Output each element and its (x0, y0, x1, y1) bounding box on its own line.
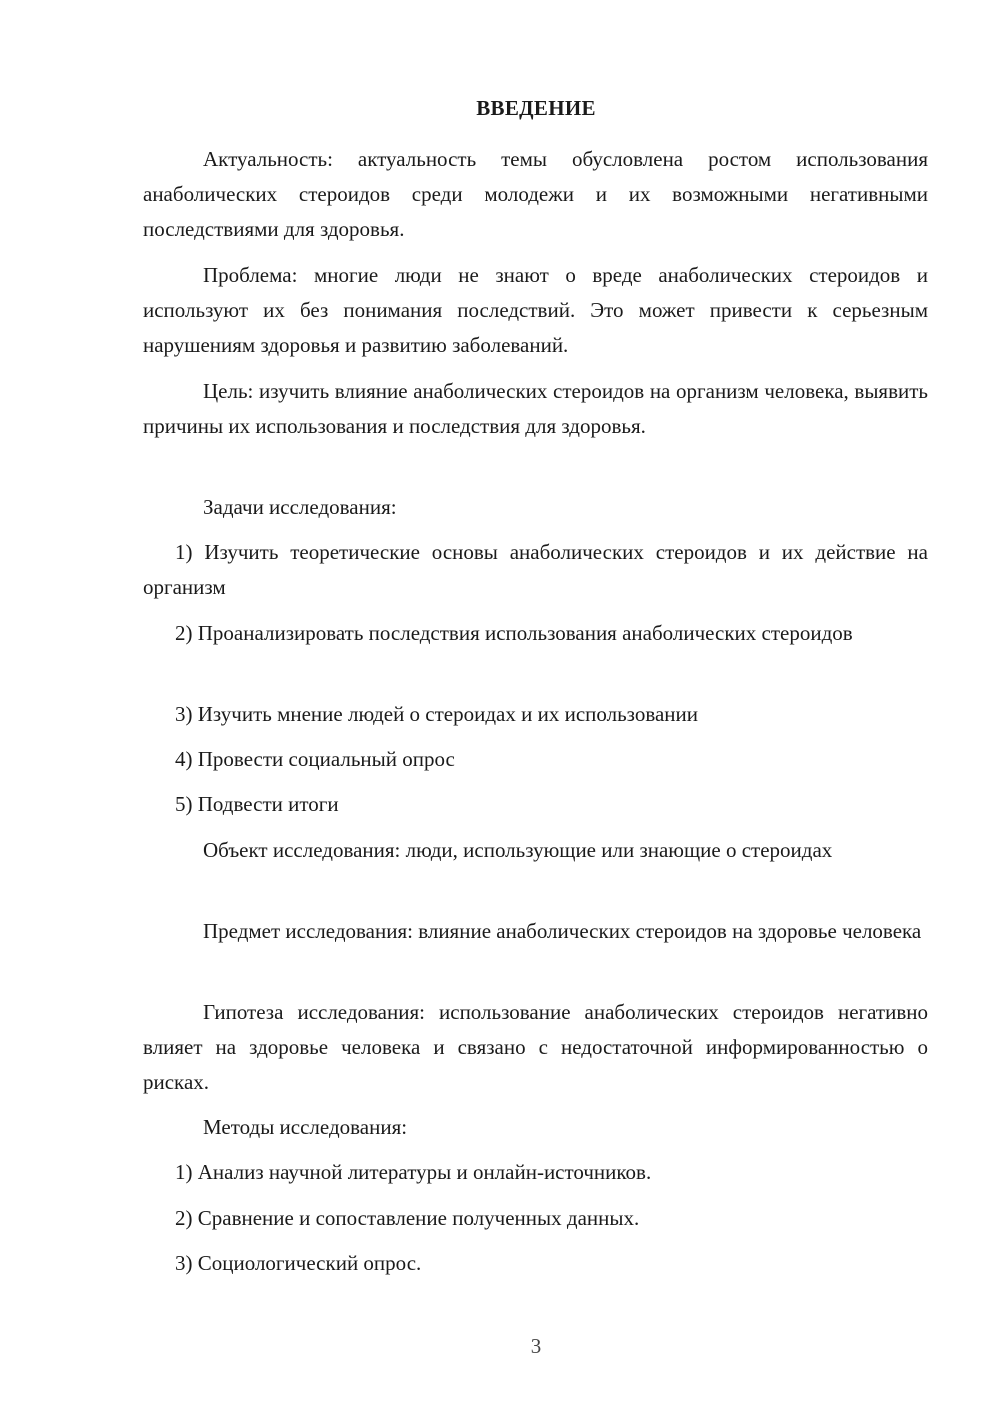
task-item-3: 3) Изучить мнение людей о стероидах и их использовании (175, 702, 699, 726)
paragraph-problem: Проблема: многие люди не знают о вреде анаболических стероидов и используют их без понимания последствий. Это может привести к серьезным нарушениям здоровья и развитию заболеваний. (143, 263, 928, 357)
paragraph-relevance: Актуальность: актуальность темы обусловлена ростом использования анаболических стероидов среди молодежи и их возможными негативными последствиями для здоровья. (143, 147, 928, 241)
tasks-heading: Задачи исследования: (203, 495, 397, 519)
paragraph-object: Объект исследования: люди, использующие или знающие о стероидах (203, 838, 833, 862)
methods-heading: Методы исследования: (203, 1115, 408, 1139)
page-title: ВВЕДЕНИЕ (476, 96, 596, 120)
page-number: 3 (530, 1334, 542, 1358)
method-item-2: 2) Сравнение и сопоставление полученных данных. (175, 1206, 640, 1230)
method-item-1: 1) Анализ научной литературы и онлайн-источников. (175, 1160, 652, 1184)
paragraph-hypothesis: Гипотеза исследования: использование анаболических стероидов негативно влияет на здоровье человека и связано с недостаточной информированностью о рисках. (143, 1000, 928, 1094)
task-item-4: 4) Провести социальный опрос (175, 747, 455, 771)
task-item-1: 1) Изучить теоретические основы анаболических стероидов и их действие на организм (143, 540, 928, 599)
task-item-5: 5) Подвести итоги (175, 792, 339, 816)
paragraph-subject: Предмет исследования: влияние анаболических стероидов на здоровье человека (203, 919, 922, 943)
task-item-2: 2) Проанализировать последствия использования анаболических стероидов (175, 621, 853, 645)
method-item-3: 3) Социологический опрос. (175, 1251, 422, 1275)
paragraph-goal: Цель: изучить влияние анаболических стероидов на организм человека, выявить причины их использования и последствия для здоровья. (143, 379, 928, 438)
